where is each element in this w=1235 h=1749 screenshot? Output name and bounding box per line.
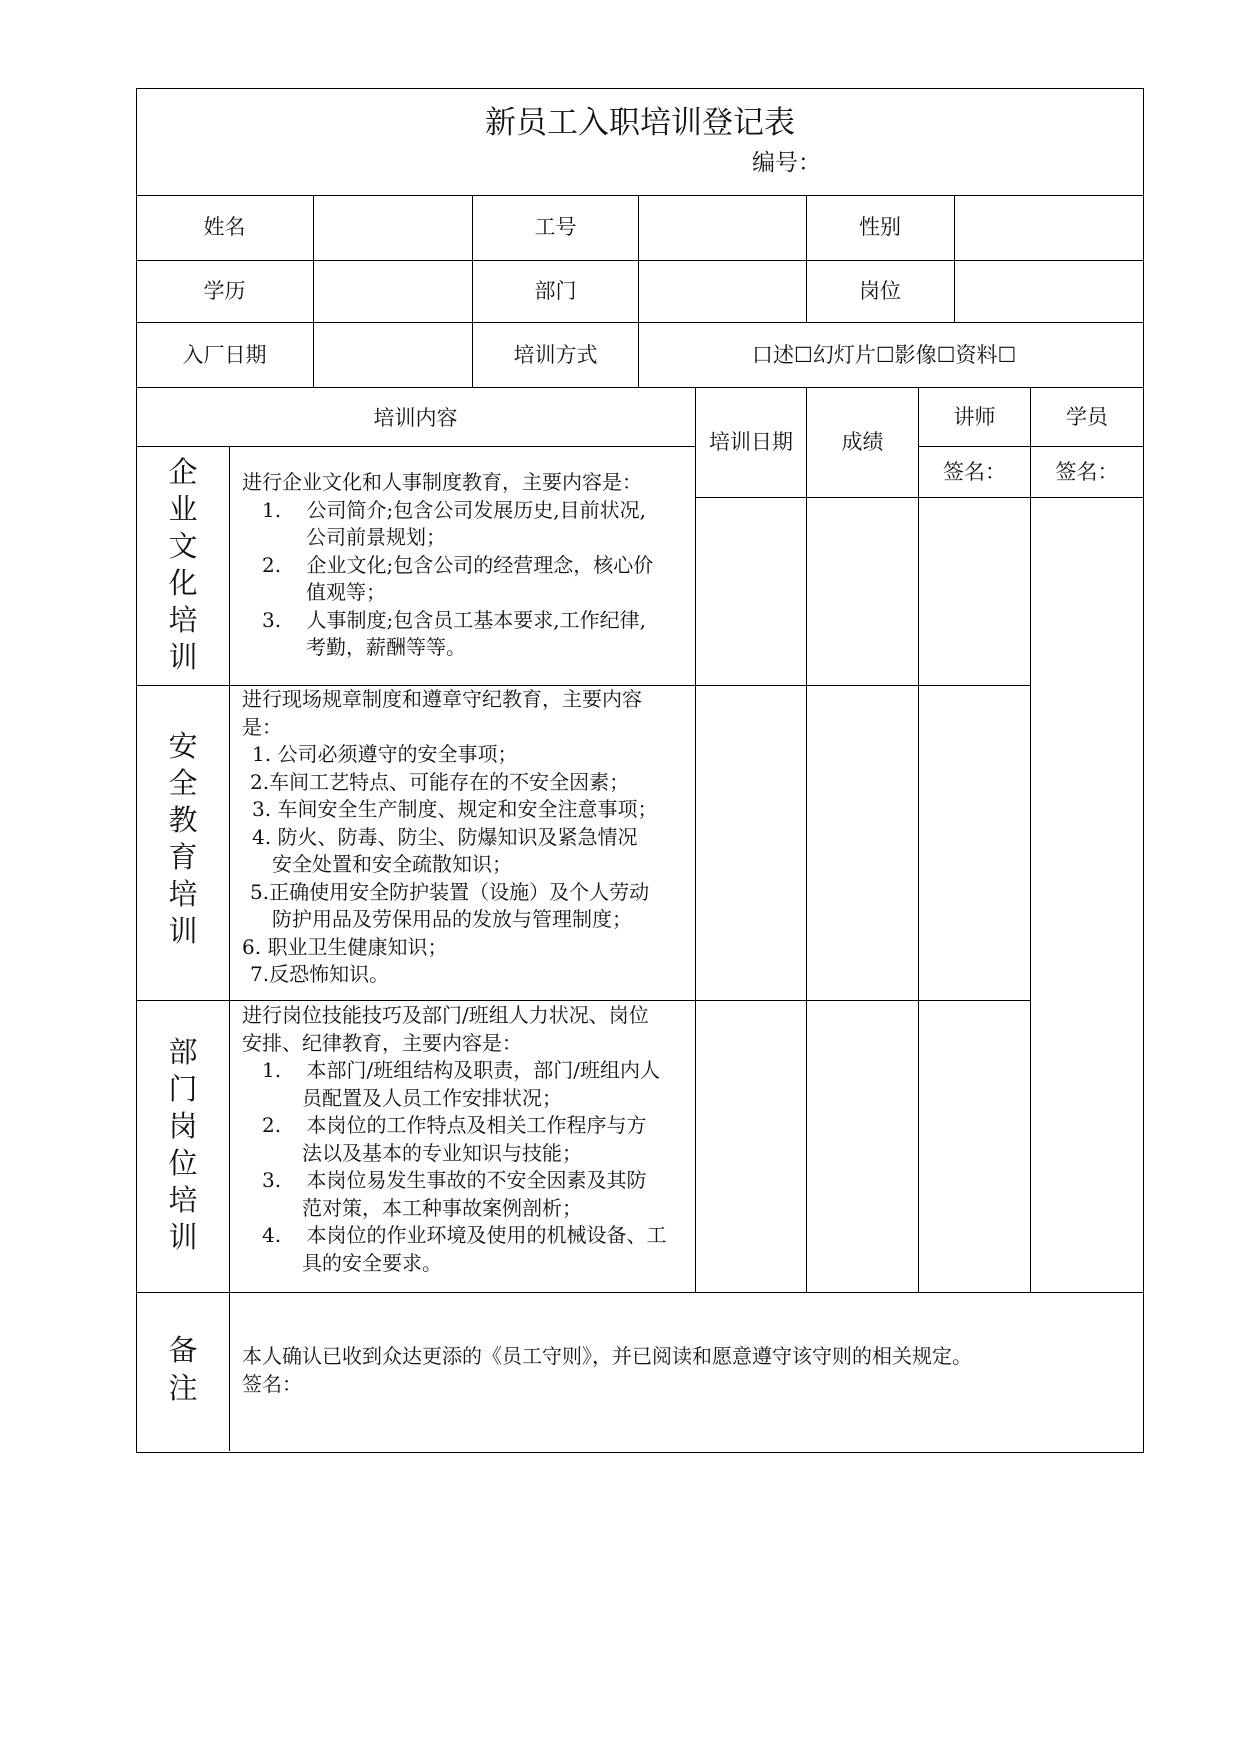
list-item: 3. 本岗位易发生事故的不安全因素及其防 xyxy=(262,1168,647,1192)
row-divider xyxy=(695,497,1144,498)
row-divider xyxy=(136,387,1144,388)
list-item: 2. 企业文化;包含公司的经营理念，核心价 xyxy=(262,552,654,577)
list-item: 4. 本岗位的作业环境及使用的机械设备、工 xyxy=(262,1223,667,1247)
row-divider xyxy=(136,1000,1031,1001)
section-title-safety: 安全教育培训 xyxy=(168,729,198,948)
header-trainee: 学员 xyxy=(1066,405,1108,429)
list-item: 3. 人事制度;包含员工基本要求,工作纪律, xyxy=(262,607,646,632)
list-item-cont: 员配置及人员工作安排状况； xyxy=(302,1085,562,1110)
section-intro: 是： xyxy=(242,714,282,739)
row-divider xyxy=(919,446,1144,447)
header-lecturer-sign: 签名： xyxy=(943,460,1006,484)
header-score: 成绩 xyxy=(841,430,884,454)
label-training-method: 培训方式 xyxy=(513,343,598,367)
list-item: 2. 本岗位的工作特点及相关工作程序与方 xyxy=(262,1113,647,1137)
section-content-safety xyxy=(242,686,692,989)
form-number-label: 编号： xyxy=(752,150,821,176)
label-entry-date: 入厂日期 xyxy=(182,343,267,367)
list-item-cont: 公司前景规划； xyxy=(306,525,446,549)
list-item: 3. 车间安全生产制度、规定和安全注意事项； xyxy=(252,797,658,821)
section-intro: 进行企业文化和人事制度教育，主要内容是： xyxy=(242,470,642,494)
header-training-content: 培训内容 xyxy=(373,406,458,430)
col-divider xyxy=(695,387,696,1292)
value-entry-date[interactable] xyxy=(314,323,471,386)
form-title: 新员工入职培训登记表 xyxy=(485,105,795,141)
section-intro: 进行现场规章制度和遵章守纪教育，主要内容 xyxy=(242,687,642,711)
value-position[interactable] xyxy=(955,261,1142,321)
label-name: 姓名 xyxy=(203,215,246,239)
section-intro: 进行岗位技能技巧及部门/班组人力状况、岗位 xyxy=(242,1003,649,1027)
list-item: 2.车间工艺特点、可能存在的不安全因素； xyxy=(250,769,630,794)
label-gender: 性别 xyxy=(859,215,901,239)
col-divider xyxy=(806,387,807,1292)
label-department: 部门 xyxy=(534,279,577,303)
remarks-sign-label: 签名： xyxy=(242,1372,302,1396)
list-item-cont: 考勤，薪酬等等。 xyxy=(306,635,466,659)
row-divider xyxy=(136,1292,1144,1293)
list-item: 5.正确使用安全防护装置（设施）及个人劳动 xyxy=(250,879,650,904)
label-education: 学历 xyxy=(203,279,246,303)
list-item-cont: 安全处置和安全疏散知识； xyxy=(272,852,512,876)
list-item-cont: 范对策，本工种事故案例剖析； xyxy=(302,1195,582,1220)
label-position: 岗位 xyxy=(859,279,901,303)
col-divider xyxy=(1030,387,1031,1292)
row-divider xyxy=(136,446,695,447)
section-content-department xyxy=(242,1002,692,1277)
remarks-text: 本人确认已收到众达更添的《员工守则》，并已阅读和愿意遵守该守则的相关规定。 xyxy=(242,1344,972,1368)
list-item: 1. 公司必须遵守的安全事项； xyxy=(252,742,518,766)
list-item: 7.反恐怖知识。 xyxy=(250,962,390,986)
remarks-title: 备注 xyxy=(168,1333,198,1405)
col-divider xyxy=(229,446,230,1451)
label-employee-id: 工号 xyxy=(534,215,577,239)
list-item-cont: 具的安全要求。 xyxy=(302,1250,442,1275)
value-employee-id[interactable] xyxy=(639,196,805,259)
list-item: 6. 职业卫生健康知识； xyxy=(242,934,448,959)
training-method-options[interactable]: 口述☐幻灯片☐影像☐资料☐ xyxy=(752,343,1017,367)
list-item: 4. 防火、防毒、防尘、防爆知识及紧急情况 xyxy=(252,824,638,849)
header-trainee-sign: 签名： xyxy=(1055,460,1119,484)
list-item-cont: 法以及基本的专业知识与技能； xyxy=(302,1140,582,1165)
row-divider xyxy=(136,322,1144,323)
header-training-date: 培训日期 xyxy=(709,430,793,454)
value-department[interactable] xyxy=(639,261,805,321)
section-intro: 安排、纪律教育，主要内容是： xyxy=(242,1030,522,1055)
section-title-department: 部门岗位培训 xyxy=(168,1035,198,1254)
header-lecturer: 讲师 xyxy=(953,405,996,429)
col-divider xyxy=(918,387,919,1292)
list-item: 1. 公司简介;包含公司发展历史,目前状况, xyxy=(262,497,646,522)
value-gender[interactable] xyxy=(955,196,1142,259)
list-item-cont: 防护用品及劳保用品的发放与管理制度； xyxy=(272,907,632,931)
section-content-culture xyxy=(242,469,692,662)
list-item-cont: 值观等； xyxy=(306,580,386,604)
list-item: 1. 本部门/班组结构及职责，部门/班组内人 xyxy=(262,1058,661,1082)
value-education[interactable] xyxy=(314,261,471,321)
value-name[interactable] xyxy=(314,196,471,259)
section-title-culture: 企业文化培训 xyxy=(168,455,198,674)
